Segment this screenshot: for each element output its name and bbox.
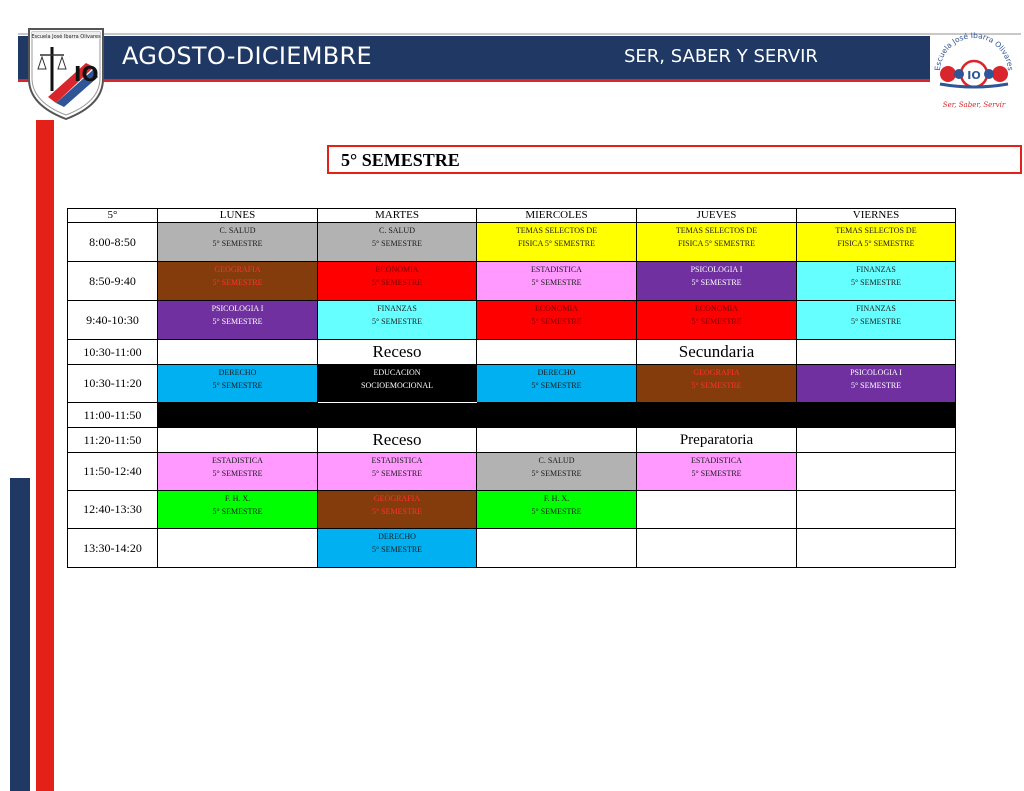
time-cell: 8:50-9:40 xyxy=(68,262,158,301)
blocked-cell xyxy=(318,403,477,428)
empty-cell xyxy=(797,428,956,453)
break-row xyxy=(68,428,956,453)
schedule-table xyxy=(67,208,956,568)
empty-cell xyxy=(158,428,318,453)
empty-cell xyxy=(797,529,956,568)
break-label: Secundaria xyxy=(637,340,797,365)
class-cell: ESTADISTICA 5° SEMESTRE xyxy=(318,453,477,491)
time-cell: 13:30-14:20 xyxy=(68,529,158,568)
header-motto: SER, SABER Y SERVIR xyxy=(624,46,818,67)
class-cell: ECONOMIA 5° SEMESTRE xyxy=(318,262,477,301)
empty-cell xyxy=(477,529,637,568)
red-side-bar xyxy=(36,120,54,791)
class-cell: GEOGRAFIA 5° SEMESTRE xyxy=(158,262,318,301)
day-header: MIERCOLES xyxy=(477,209,637,223)
class-cell: ESTADISTICA 5° SEMESTRE xyxy=(637,453,797,491)
empty-cell xyxy=(637,529,797,568)
svg-text:IO: IO xyxy=(74,62,99,86)
day-header: MARTES xyxy=(318,209,477,223)
class-cell: PSICOLOGIA I 5° SEMESTRE xyxy=(158,301,318,340)
table-row xyxy=(68,262,956,301)
time-cell: 11:00-11:50 xyxy=(68,403,158,428)
empty-cell xyxy=(158,340,318,365)
empty-cell xyxy=(797,453,956,491)
blocked-cell xyxy=(477,403,637,428)
class-cell: DERECHO 5° SEMESTRE xyxy=(477,365,637,403)
day-header: JUEVES xyxy=(637,209,797,223)
blocked-cell xyxy=(637,403,797,428)
break-label: Preparatoria xyxy=(637,428,797,453)
time-cell: 10:30-11:20 xyxy=(68,365,158,403)
class-cell: DERECHO 5° SEMESTRE xyxy=(318,529,477,568)
blocked-cell xyxy=(797,403,956,428)
time-cell: 8:00-8:50 xyxy=(68,223,158,262)
semester-title: 5° SEMESTRE xyxy=(341,150,460,170)
class-cell: C. SALUD 5° SEMESTRE xyxy=(318,223,477,262)
header-accent-line xyxy=(18,79,930,82)
class-cell: DERECHO 5° SEMESTRE xyxy=(158,365,318,403)
svg-text:Ser, Saber, Servir: Ser, Saber, Servir xyxy=(942,101,1006,109)
header-top-rule xyxy=(18,33,1021,35)
class-cell: GEOGRAFIA 5° SEMESTRE xyxy=(637,365,797,403)
class-cell: FINANZAS 5° SEMESTRE xyxy=(797,301,956,340)
class-cell: ESTADISTICA 5° SEMESTRE xyxy=(158,453,318,491)
class-cell: PSICOLOGIA I 5° SEMESTRE xyxy=(637,262,797,301)
class-cell: C. SALUD 5° SEMESTRE xyxy=(477,453,637,491)
time-cell: 11:20-11:50 xyxy=(68,428,158,453)
table-row xyxy=(68,491,956,529)
class-cell: F. H. X. 5° SEMESTRE xyxy=(477,491,637,529)
school-shield-logo xyxy=(26,27,106,121)
class-cell: TEMAS SELECTOS DE FISICA 5° SEMESTRE xyxy=(477,223,637,262)
break-row xyxy=(68,340,956,365)
empty-cell xyxy=(477,340,637,365)
class-cell: ESTADISTICA 5° SEMESTRE xyxy=(477,262,637,301)
class-cell: GEOGRAFIA 5° SEMESTRE xyxy=(318,491,477,529)
time-cell: 9:40-10:30 xyxy=(68,301,158,340)
table-row xyxy=(68,223,956,262)
class-cell: TEMAS SELECTOS DE FISICA 5° SEMESTRE xyxy=(797,223,956,262)
header-row xyxy=(68,209,956,223)
empty-cell xyxy=(477,428,637,453)
table-row xyxy=(68,301,956,340)
break-label: Receso xyxy=(318,340,477,365)
class-cell: FINANZAS 5° SEMESTRE xyxy=(797,262,956,301)
class-cell: EDUCACION SOCIOEMOCIONAL xyxy=(318,365,477,403)
class-cell: ECONOMIA 5° SEMESTRE xyxy=(477,301,637,340)
time-cell: 10:30-11:00 xyxy=(68,340,158,365)
svg-text:IO: IO xyxy=(967,69,981,82)
class-cell: TEMAS SELECTOS DE FISICA 5° SEMESTRE xyxy=(637,223,797,262)
day-header: LUNES xyxy=(158,209,318,223)
class-cell: C. SALUD 5° SEMESTRE xyxy=(158,223,318,262)
page-title: AGOSTO-DICIEMBRE xyxy=(122,42,372,70)
school-round-logo xyxy=(926,22,1022,118)
time-cell: 12:40-13:30 xyxy=(68,491,158,529)
class-cell xyxy=(158,529,318,568)
class-cell: PSICOLOGIA I 5° SEMESTRE xyxy=(797,365,956,403)
day-header: VIERNES xyxy=(797,209,956,223)
blocked-row xyxy=(68,403,956,428)
class-cell: ECONOMIA 5° SEMESTRE xyxy=(637,301,797,340)
break-label: Receso xyxy=(318,428,477,453)
blue-side-bar xyxy=(10,478,30,791)
svg-text:Escuela José Ibarra Olivares: Escuela José Ibarra Olivares xyxy=(932,30,1016,72)
table-row xyxy=(68,529,956,568)
semester-box xyxy=(327,145,1022,174)
corner-cell: 5° xyxy=(68,209,158,223)
time-cell: 11:50-12:40 xyxy=(68,453,158,491)
class-cell: F. H. X. 5° SEMESTRE xyxy=(158,491,318,529)
class-cell: FINANZAS 5° SEMESTRE xyxy=(318,301,477,340)
svg-text:Escuela José Ibarra Olivares: Escuela José Ibarra Olivares xyxy=(31,34,101,40)
table-row xyxy=(68,365,956,403)
table-row xyxy=(68,453,956,491)
blocked-cell xyxy=(158,403,318,428)
empty-cell xyxy=(797,491,956,529)
empty-cell xyxy=(637,491,797,529)
empty-cell xyxy=(797,340,956,365)
